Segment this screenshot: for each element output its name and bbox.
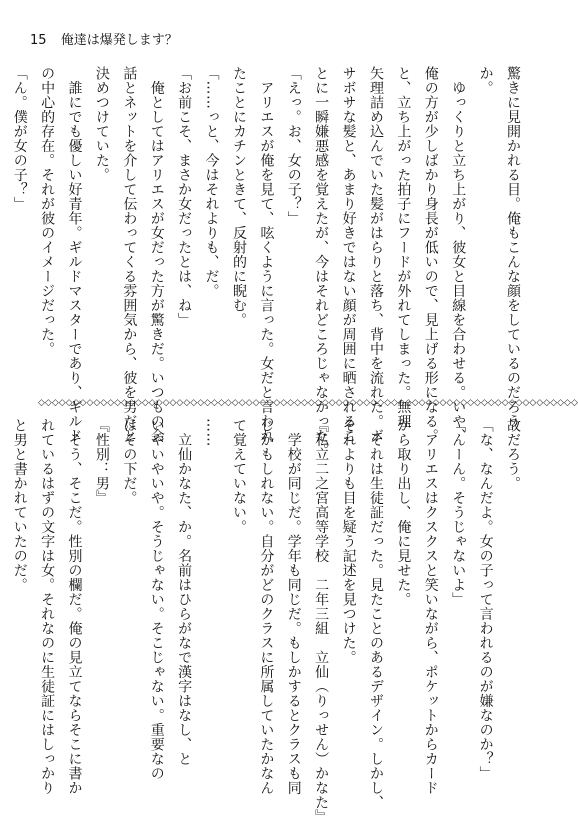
text-line: の中心的存在。それが彼のイメージだった。 (39, 66, 56, 356)
text-line: 「お前こそ、まさか女だったとは、ね」 (176, 66, 193, 327)
text-line: 故だろう。 (505, 418, 521, 491)
text-line: 「えっ。お、女の子？」 (285, 66, 302, 226)
text-line: 「な、なんだよ。女の子って言われるのが嫌なのか？」 (477, 418, 494, 781)
text-line: 『性別：男』 (93, 418, 110, 505)
text-line: 「ん。僕が女の子？」 (11, 66, 28, 211)
text-line: いやいやいや。そうじゃない。そこじゃない。重要なの (148, 418, 165, 781)
text-line: アリエスが俺を見て、呟くように言った。女だと言われ (258, 66, 275, 443)
text-line: と男と書かれていたのだ。 (11, 418, 28, 592)
text-line: 立仙かなた、か。名前はひらがなで漢字はなし、と (176, 418, 193, 766)
text-line: ゆっくりと立ち上がり、彼女と目線を合わせる。いや、 (450, 66, 467, 443)
text-line: そう、そこだ。性別の欄だ。俺の見立てならそこに書か (66, 418, 83, 795)
text-line: 驚きに見開かれる目。俺もこんな顔をしているのだろう (505, 66, 521, 429)
text-line: アリエスはクスクスと笑いながら、ポケットからカード (422, 418, 439, 795)
chapter-title: 俺達は爆発します？ (60, 33, 178, 48)
text-line: それは生徒証だった。見たことのあるデザイン。しかし、 (367, 418, 384, 810)
text-line: 誰にでも優しい好青年。ギルドマスターであり、ギルド (66, 66, 83, 443)
section-divider: ◇◇◇◇◇◇◇◇◇◇◇◇◇◇◇◇◇◇◇◇◇◇◇◇◇◇◇◇◇◇◇◇◇◇◇◇◇◇◇◇◇◇◇◇◇◇◇◇◇◇◇◇◇◇◇◇◇◇◇◇◇◇◇◇◇◇◇◇◇◇◇◇◇◇◇◇◇◇ (38, 398, 578, 408)
page-header (30, 32, 178, 50)
text-line: か。 (477, 66, 494, 95)
text-line: それよりも目を疑う記述を見つけた。 (340, 418, 357, 665)
page-number: 15 (30, 33, 47, 48)
text-line: はその下だ。 (121, 418, 138, 505)
text-line: サボサな髪と、あまり好きではない顔が周囲に晒されるこ (340, 66, 357, 443)
text-line: れているはずの文字は女。それなのに生徒証にはしっかり (39, 418, 56, 795)
text-line: 決めつけていた。 (93, 66, 110, 182)
text-line (0, 418, 5, 748)
text-line: と、立ち上がった拍子にフードが外れてしまった。無理 (395, 66, 412, 429)
text-line: たことにカチンときて、反射的に睨む。 (230, 66, 247, 327)
text-line: じかもしれない。自分がどのクラスに所属していたかなん (258, 418, 275, 795)
text-line: 「……っと、今はそれよりも、だ。 (203, 66, 220, 298)
text-line: 俺の方が少しばかり身長が低いので、見上げる形になる。 (422, 66, 439, 443)
text-line: 話とネットを介して伝わってくる雰囲気から、彼を男だと (121, 66, 138, 443)
text-line: 学校が同じだ。学年も同じだ。もしかするとクラスも同 (285, 418, 302, 795)
text-line: とに一瞬嫌悪感を覚えたが、今はそれどころじゃなかった。 (313, 66, 330, 458)
text-line: 矢理詰め込んでいた髪がはらりと落ち、背中を流れた。ボ (367, 66, 384, 443)
text-line: て覚えていない。 (230, 418, 247, 534)
text-line: 俺としてはアリエスが女だった方が驚きだ。いつもの会 (148, 66, 165, 443)
text-line: …… (203, 418, 220, 447)
text-line (0, 66, 5, 376)
lower-text-block (11, 418, 526, 824)
text-line: 「んーん。そうじゃないよ」 (450, 418, 467, 607)
text-line: から取り出し、俺に見せた。 (395, 418, 412, 607)
text-line: 『私立二之宮高等学校 二年三組 立仙（りっせん）かなた』 (313, 418, 330, 824)
